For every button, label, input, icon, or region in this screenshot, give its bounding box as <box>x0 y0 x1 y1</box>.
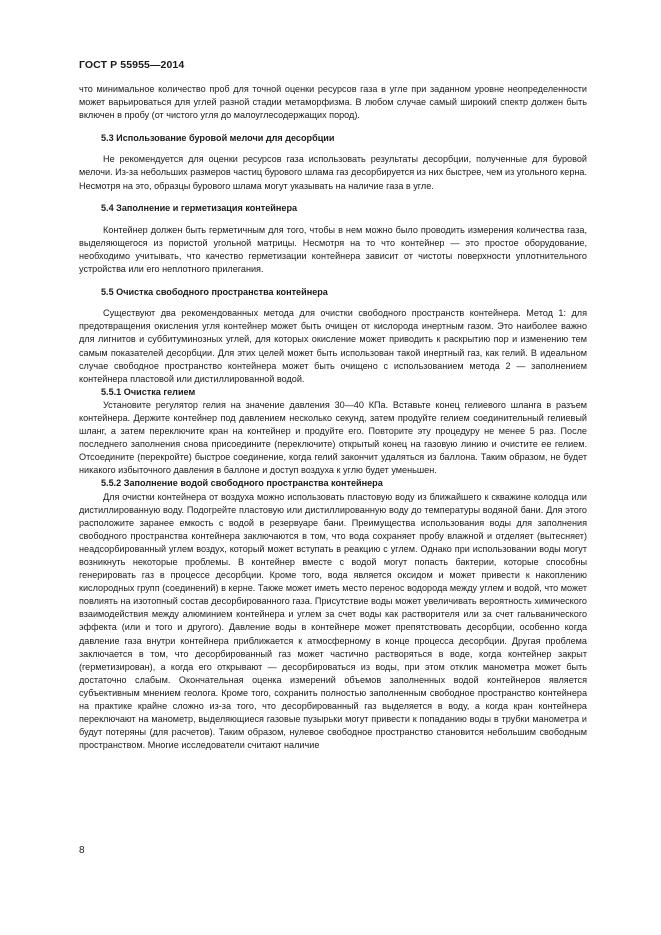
paragraph-5-5: Существуют два рекомендованных метода для очистки свободного пространств контейнера. Метод 1: для предотвращения окисления угля контейнер может быть очищен от кислорода инертным газом. Это наиболее важно для лигнитов и суббитуминозных углей, для которых окисление может приводить к раскрытию пор и изменению тем самым показателей десорбции. Для этих целей может быть использован такой инертный газ, как гелий. В идеальном случае свободное пространство контейнера может быть очищено с использованием метода 2 — заполнением контейнера пластовой или дистиллированной водой. <box>79 308 587 384</box>
document-header: ГОСТ Р 55955—2014 <box>79 59 185 71</box>
document-body <box>79 83 587 752</box>
section-heading-5-4: 5.4 Заполнение и герметизация контейнера <box>101 203 298 214</box>
paragraph-intro-continuation: что минимальное количество проб для точной оценки ресурсов газа в угле при заданном уровне неопределенности может варьироваться для углей разной стадии метаморфизма. В любом случае самый широкий спектр должен быть включен в пробу (от чистого угля до малоуглесодержащих пород). <box>79 84 587 121</box>
subsection-heading-5-5-1: 5.5.1 Очистка гелием <box>101 386 196 397</box>
paragraph-5-5-1: Установите регулятор гелия на значение давления 30—40 КПа. Вставьте конец гелиевого шланга в разъем контейнера. Держите контейнер под давлением несколько секунд, затем продуйте гелием соединительный гелиевый шланг, а затем переключите кран на контейнер и продуйте его. Повторите эту процедуру не менее 5 раз. После последнего заполнения снова присоедините (переключите) открытый конец на газовую линию и очистите ее гелием. Отсоедините (перекройте) быстрое соединение, когда гелий закончит удаляться из баллона. Таким образом, не будет никакого избыточного давления в баллоне и доступ воздуха к углю будет уменьшен. <box>79 399 587 476</box>
page-number: 8 <box>79 845 85 856</box>
paragraph-5-4: Контейнер должен быть герметичным для того, чтобы в нем можно было проводить измерения количества газа, выделяющегося из пористой угольной матрицы. Несмотря на то что контейнер — это простое оборудование, необходимо учитывать, что качество герметизации контейнера зависит от чистоты поверхности уплотнительного устройства или его неплотного прилегания. <box>79 224 587 275</box>
section-heading-5-5: 5.5 Очистка свободного пространства контейнера <box>101 286 328 297</box>
subsection-heading-5-5-2: 5.5.2 Заполнение водой свободного пространства контейнера <box>101 478 383 489</box>
section-heading-5-3: 5.3 Использование буровой мелочи для десорбции <box>101 132 335 143</box>
paragraph-5-5-2: Для очистки контейнера от воздуха можно использовать пластовую воду из ближайшего к скважине колодца или дистиллированную воду. Подогрейте пластовую или дистиллированную воду до температуры водяной бани. Для этого расположите заранее емкость с водой в резервуаре бани. Преимущества использования воды для заполнения свободного пространства контейнера заключаются в том, что вода сохраняет пробу влажной и отделяет (вытесняет) неадсорбированный углем воздух, который может вступать в реакцию с углем. Однако при использовании воды могут возникнуть некоторые проблемы. В контейнер вместе с водой могут попасть бактерии, которые способны генерировать газ в процессе десорбции. Кроме того, вода является оксидом и может привести к накоплению кислородных групп (соединений) в керне. Также может иметь место перенос водорода между углем и водой, что может повлиять на изотопный состав десорбированного газа. Присутствие воды может увеличивать вероятность химического взаимодействия между алюминием контейнера и углем за счет воды как растворителя или за счет гальванического эффекта (или и того и другого). Давление воды в контейнере может препятствовать десорбции, особенно когда давление газа внутри контейнера приближается к атмосферному в конце процесса десорбции. Другая проблема заключается в том, что десорбированный газ может частично растворяться в воде, когда контейнер закрыт (герметизирован), а когда его открывают — десорбироваться из воды, при этом отклик манометра может быть достаточно слабым. Окончательная оценка измерений объемов заполненных водой контейнеров является субъективным мнением геолога. Кроме того, сохранить полностью заполненным свободное пространство контейнера на практике крайне сложно из-за того, что десорбированный газ выделяется в воду, а когда кран контейнера переключают на манометр, выделяющиеся газовые пузырьки могут привести к попаданию воды в трубки манометра и будут потеряны (для расчетов). Таким образом, нулевое свободное пространство становится небольшим свободным пространством. Многие исследователи считают наличие <box>79 491 587 751</box>
paragraph-5-3: Не рекомендуется для оценки ресурсов газа использовать результаты десорбции, полученные для буровой мелочи. Из-за небольших размеров частиц бурового шлама газ десорбируется из них быстрее, чем из угольного керна. Несмотря на это, образцы бурового шлама могут указывать на наличие газа в угле. <box>79 154 587 191</box>
